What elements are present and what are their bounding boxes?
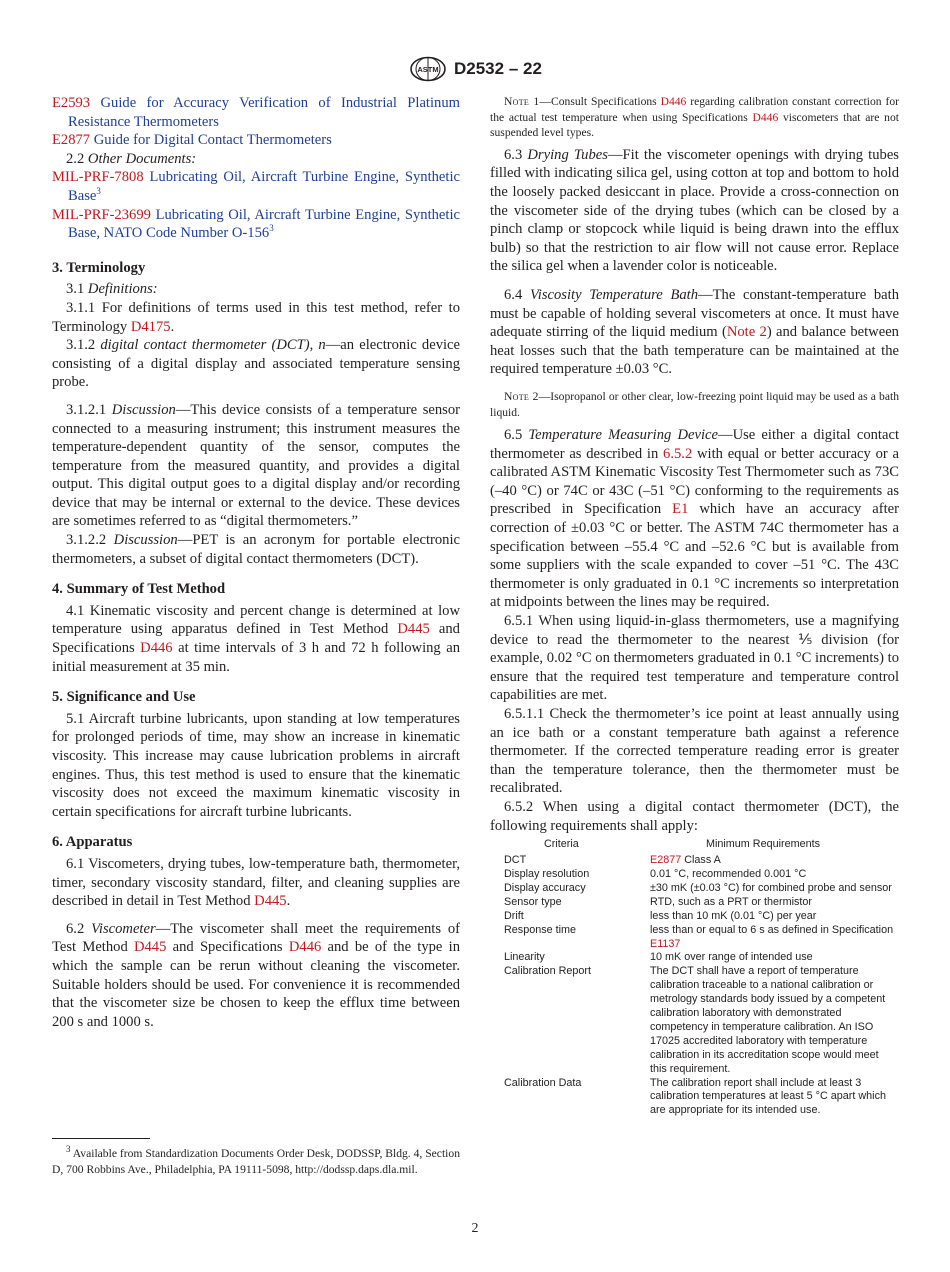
link-d4175[interactable]: D4175 xyxy=(130,318,171,335)
reference-title[interactable]: Guide for Accuracy Verification of Industrial Platinum Resistance Thermometers xyxy=(68,95,460,130)
paragraph-6-4: 6.4 Viscosity Temperature Bath—The constant-temperature bath must be capable of holding several viscometers at once. It must have adequate stirring of the liquid medium (Note 2) and balance between heat losses such that the bath temperature can be maintained at the required temperature ±0.03 °C. xyxy=(490,286,899,378)
note-2: Note 2—Isopropanol or other clear, low-freezing point liquid may be used as a bath liquid. xyxy=(490,389,899,419)
paragraph-6-5-1: 6.5.1 When using liquid-in-glass thermometers, use a magnifying device to read the thermometer to the nearest ⅕ division (for example, 0.02 °C on thermometers graduated in 0.1 °C increments) to ensure that the required test temperature and temperature control capabilities are met. xyxy=(490,613,899,704)
note-1: Note 1—Consult Specifications D446 regarding calibration constant correction for the actual test temperature when using Specifications D446 viscometers that are not suspended level types. xyxy=(490,95,899,140)
requirements-table xyxy=(504,838,896,1118)
page-header xyxy=(0,56,950,82)
paragraph-6-5-1-1: 6.5.1.1 Check the thermometer’s ice point at least annually using an ice bath or a constant temperature bath against a reference thermometer. If the corrected temperature reading error is greater than the temperature tolerance, then the thermometer must be recalibrated. xyxy=(490,706,899,797)
table-row: Display resolution 0.01 °C, recommended 0.001 °C xyxy=(504,867,807,880)
table-row: Response time less than or equal to 6 s as defined in Specification E1137 xyxy=(504,923,894,950)
paragraph-6-5: 6.5 Temperature Measuring Device—Use either a digital contact thermometer as described in 6.5.2 with equal or better accuracy or a calibrated ASTM Kinematic Viscosity Test Thermometer such as 73C (–40 °C) or 74C or 43C (–51 °C) conforming to the requirements as prescribed in Specification E1 which have an accuracy after correction of ±0.03 °C or better. The ASTM 74C thermometer has a specification between –55.4 °C and –52.6 °C but is available from some suppliers with the scale expanded to cover –51 °C. The 43C thermometer is only graduated in 0.1 °C increments so interpretation at midpoints between the lines may be required. xyxy=(490,427,899,611)
reference-link-e2593[interactable]: E2593 xyxy=(52,95,91,111)
subsection-title: Definitions: xyxy=(87,281,158,298)
table-row: Sensor type RTD, such as a PRT or thermistor xyxy=(504,895,813,908)
link-6-5-2[interactable]: 6.5.2 xyxy=(663,445,693,462)
paragraph-5-1: 5.1 Aircraft turbine lubricants, upon standing at low temperatures for prolonged periods of time, may show an increase in kinematic viscosity. This increase may cause lubrication problems in aircraft engines. Thus, this test method is used to ensure that the kinematic viscosity does not exceed the maximum kinematic viscosity in certain specifications for aircraft turbine lubricants. xyxy=(52,710,460,820)
right-column xyxy=(490,94,899,1118)
column-header-requirements: Minimum Requirements xyxy=(706,838,820,851)
section-heading: 4. Summary of Test Method xyxy=(52,581,226,598)
paragraph-4-1: 4.1 Kinematic viscosity and percent change is determined at low temperature using apparatus defined in Test Method D445 and Specifications D446 at time intervals of 3 h and 72 h following an initial measurement at 35 min. xyxy=(52,602,460,675)
table-row: Calibration Report The DCT shall have a report of temperature calibration traceable to a national calibration or metrology standards body issued by a competent calibration laboratory with demonstrated competency in temperature calibration. An ISO 17025 accredited laboratory with temperature calibration in its accreditation scope would meet this requirement. xyxy=(504,965,886,1075)
column-header-criteria: Criteria xyxy=(544,838,579,851)
footnote-marker: 3 xyxy=(66,1144,71,1155)
logo-text: ASTM xyxy=(417,65,439,74)
subsection-2-2 xyxy=(52,150,460,169)
footnote-marker[interactable]: 3 xyxy=(96,186,101,197)
defined-term: digital contact thermometer (DCT), n xyxy=(100,337,326,354)
link-note-2[interactable]: Note 2 xyxy=(726,324,767,341)
table-row: Drift less than 10 mK (0.01 °C) per year xyxy=(504,909,817,922)
reference-entry xyxy=(52,94,460,131)
reference-entry xyxy=(52,131,460,150)
reference-title[interactable]: Lubricating Oil, Aircraft Turbine Engine, Synthetic Base, NATO Code Number O-156 xyxy=(68,206,460,242)
section-number: 3.1 xyxy=(66,281,85,298)
reference-entry xyxy=(52,206,460,243)
link-d445[interactable]: D445 xyxy=(133,939,167,956)
reference-title[interactable]: Guide for Digital Contact Thermometers xyxy=(93,132,332,149)
table-row: Display accuracy ±30 mK (±0.03 °C) for combined probe and sensor xyxy=(504,881,892,894)
reference-link-mil-prf-7808[interactable]: MIL-PRF-7808 xyxy=(52,169,144,186)
page-number: 2 xyxy=(471,1221,479,1236)
section-heading: 6. Apparatus xyxy=(52,834,133,851)
paragraph-6-5-2: 6.5.2 When using a digital contact thermometer (DCT), the following requirements shall apply: xyxy=(490,798,899,834)
link-d445[interactable]: D445 xyxy=(397,621,430,638)
link-d446[interactable]: D446 xyxy=(660,95,687,108)
link-d446[interactable]: D446 xyxy=(140,640,173,657)
table-header-row xyxy=(504,838,896,854)
section-heading: 3. Terminology xyxy=(52,259,146,276)
paragraph-6-3: 6.3 Drying Tubes—Fit the viscometer openings with drying tubes filled with indicating silica gel, using cotton at top and bottom to hold the loosely packed desiccant in place. Provide a cross-connection on the viscometer side of the drying tubes (which can be closed by a pinch clamp or stopcock while liquid is being drawn into the efflux bulb) so that the restriction to air flow will not cause error. Replace the silica gel when a lavender color is noticeable. xyxy=(490,146,899,275)
standard-designation: D2532 – 22 xyxy=(454,59,542,78)
reference-link-mil-prf-23699[interactable]: MIL-PRF-23699 xyxy=(52,206,151,223)
footnote-divider xyxy=(52,1138,150,1139)
reference-entry xyxy=(52,168,460,205)
table-row: DCT E2877 Class A xyxy=(504,854,721,867)
footnote-marker[interactable]: 3 xyxy=(269,223,274,234)
link-d446[interactable]: D446 xyxy=(752,110,779,124)
section-number: 2.2 xyxy=(66,150,85,167)
link-d446[interactable]: D446 xyxy=(288,939,322,956)
left-column xyxy=(52,94,460,1031)
link-e1[interactable]: E1 xyxy=(672,501,689,518)
link-e1137[interactable]: E1137 xyxy=(650,937,681,950)
link-d445[interactable]: D445 xyxy=(254,893,287,910)
astm-logo-icon xyxy=(408,56,448,82)
paragraph-6-2: 6.2 Viscometer—The viscometer shall meet the requirements of Test Method D445 and Specifications D446 and be of the type in which the sample can be rerun without cleaning the viscometer. Suitable holders should be used. For convenience it is recommended that the viscometer size be chosen to keep the efflux time between 200 s and 1000 s. xyxy=(52,920,460,1030)
footnote: $^3$ Available from Standardization Documents Order Desk, DODSSP, Bldg. 4, Section D, 700 Robbins Ave., Philadelphia, PA 19111-5098, http://dodssp.daps.dla.mil. xyxy=(52,1144,460,1176)
paragraph-6-1: 6.1 Viscometers, drying tubes, low-temperature bath, thermometer, timer, secondary viscosity standard, filter, and cleaning supplies are described in detail in Test Method D445. xyxy=(52,855,460,910)
paragraph-3-1-2-2: 3.1.2.2 Discussion—PET is an acronym for portable electronic thermometers, a subset of digital contact thermometers (DCT). xyxy=(52,532,460,567)
reference-title[interactable]: Lubricating Oil, Aircraft Turbine Engine, Synthetic Base xyxy=(68,169,461,204)
paragraph-3-1-1: 3.1.1 For definitions of terms used in this test method, refer to Terminology D4175. xyxy=(52,299,460,335)
paragraph-3-1-2: 3.1.2 digital contact thermometer (DCT), n—an electronic device consisting of a digital display and associated temperature sensing probe. xyxy=(52,337,460,391)
paragraph-3-1-2-1: 3.1.2.1 Discussion—This device consists of a temperature sensor connected to a measuring instrument; this instrument measures the temperature-dependent quantity of the sensor, computes the temperature from the measured quantity, and provides a digital output. This digital output goes to a digital display and/or recording device that may be internal or external to the device. These devices are sometimes referred to as “digital thermometers.” xyxy=(52,401,460,530)
table-row: Calibration Data The calibration report shall include at least 3 calibration temperatures at least 5 °C apart which are appropriate for its intended use. xyxy=(504,1076,886,1117)
subsection-title: Other Documents: xyxy=(87,150,197,167)
reference-link-e2877[interactable]: E2877 xyxy=(52,132,91,149)
table-row: Linearity 10 mK over range of intended use xyxy=(504,951,813,964)
section-heading: 5. Significance and Use xyxy=(52,689,196,706)
paragraph-3-1 xyxy=(52,280,460,299)
link-e2877[interactable]: E2877 xyxy=(650,854,682,867)
